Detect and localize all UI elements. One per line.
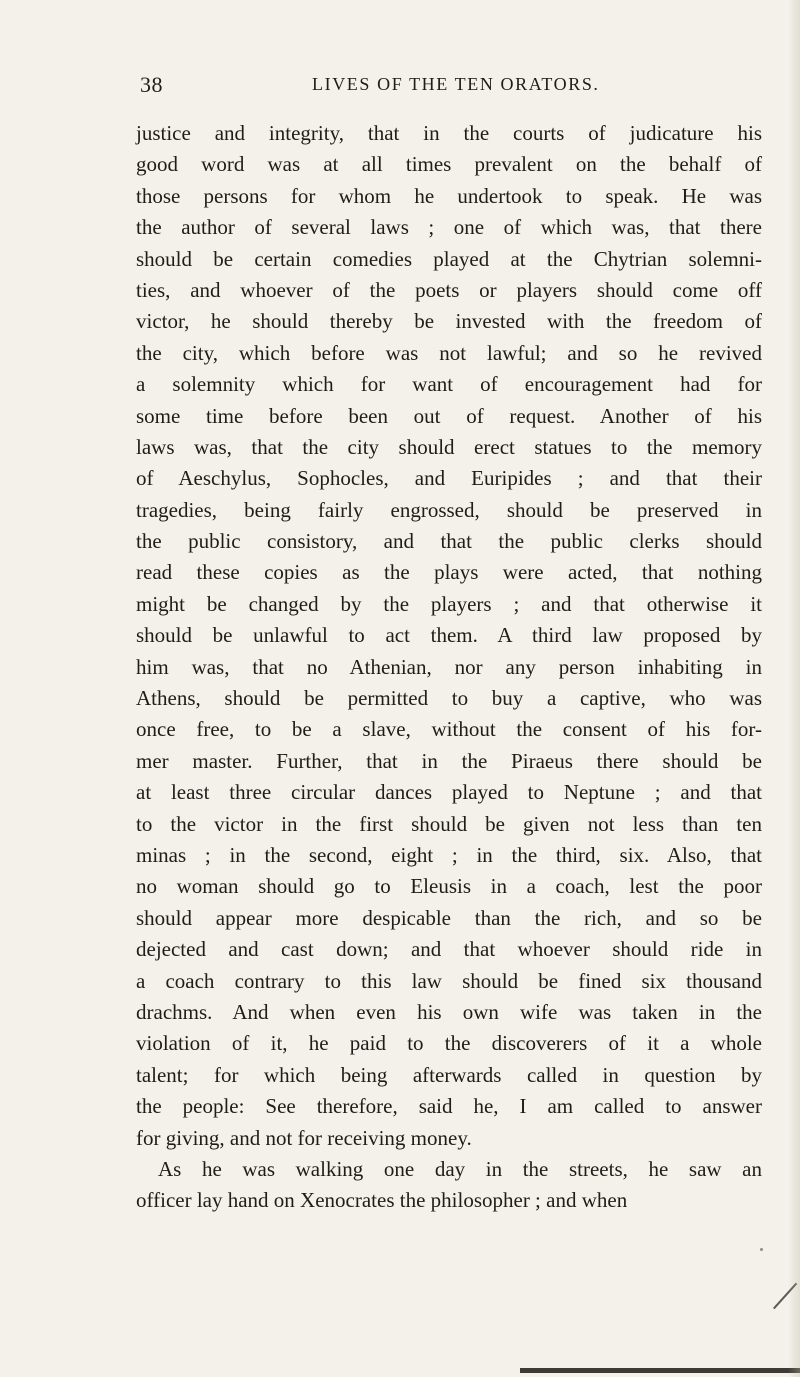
text-line: him was, that no Athenian, nor any person inhabiting in: [136, 654, 762, 679]
text-line: minas ; in the second, eight ; in the third, six. Also, that: [136, 842, 762, 867]
text-line: those persons for whom he undertook to speak. He was: [136, 183, 762, 208]
text-line: a solemnity which for want of encouragement had for: [136, 372, 762, 397]
text-line: a coach contrary to this law should be fined six thousand: [136, 968, 762, 993]
text-line: should appear more despicable than the rich, and so be: [136, 905, 762, 930]
text-line: at least three circular dances played to Neptune ; and that: [136, 780, 762, 805]
text-line: might be changed by the players ; and that otherwise it: [136, 591, 762, 616]
text-line: to the victor in the first should be given not less than ten: [136, 811, 762, 836]
text-line: of Aeschylus, Sophocles, and Euripides ; and that their: [136, 466, 762, 491]
text-line: mer master. Further, that in the Piraeus there should be: [136, 748, 762, 773]
running-header: [0, 72, 800, 102]
text-line: should be certain comedies played at the Chytrian solemni-: [136, 246, 762, 271]
text-line: ties, and whoever of the poets or players should come off: [136, 277, 762, 302]
text-line: no woman should go to Eleusis in a coach, lest the poor: [136, 874, 762, 899]
text-line: Athens, should be permitted to buy a captive, who was: [136, 686, 762, 711]
text-line: laws was, that the city should erect statues to the memory: [136, 434, 762, 459]
body-text: [136, 118, 762, 1217]
text-line: once free, to be a slave, without the consent of his for-: [136, 717, 762, 742]
text-line: dejected and cast down; and that whoever should ride in: [136, 937, 762, 962]
text-line: the author of several laws ; one of which was, that there: [136, 215, 762, 240]
running-title: LIVES OF THE TEN ORATORS.: [312, 74, 600, 94]
text-line: should be unlawful to act them. A third law proposed by: [136, 623, 762, 648]
text-line: some time before been out of request. Another of his: [136, 403, 762, 428]
text-line: the public consistory, and that the public clerks should: [136, 529, 762, 554]
text-line: violation of it, he paid to the discoverers of it a whole: [136, 1031, 762, 1056]
text-line: good word was at all times prevalent on the behalf of: [136, 152, 762, 177]
page-number: 38: [140, 72, 163, 97]
text-line: read these copies as the plays were acted, that nothing: [136, 560, 762, 585]
text-line: talent; for which being afterwards called in question by: [136, 1062, 762, 1087]
page-edge-mark: [520, 1368, 800, 1373]
text-line: drachms. And when even his own wife was taken in the: [136, 999, 762, 1024]
text-line: the city, which before was not lawful; and so he revived: [136, 340, 762, 365]
text-line: officer lay hand on Xenocrates the philosopher ; and when: [136, 1188, 628, 1213]
text-line: tragedies, being fairly engrossed, should be preserved in: [136, 497, 762, 522]
text-line: the people: See therefore, said he, I am called to answer: [136, 1094, 762, 1119]
page-edge-shadow: [788, 0, 800, 1377]
paragraph-start-line: As he was walking one day in the streets, he saw an: [158, 1156, 762, 1181]
text-line: victor, he should thereby be invested with the freedom of: [136, 309, 762, 334]
ink-speck: [760, 1248, 763, 1251]
paragraph-end-line: for giving, and not for receiving money.: [136, 1125, 472, 1150]
text-line: justice and integrity, that in the courts of judicature his: [136, 121, 762, 145]
